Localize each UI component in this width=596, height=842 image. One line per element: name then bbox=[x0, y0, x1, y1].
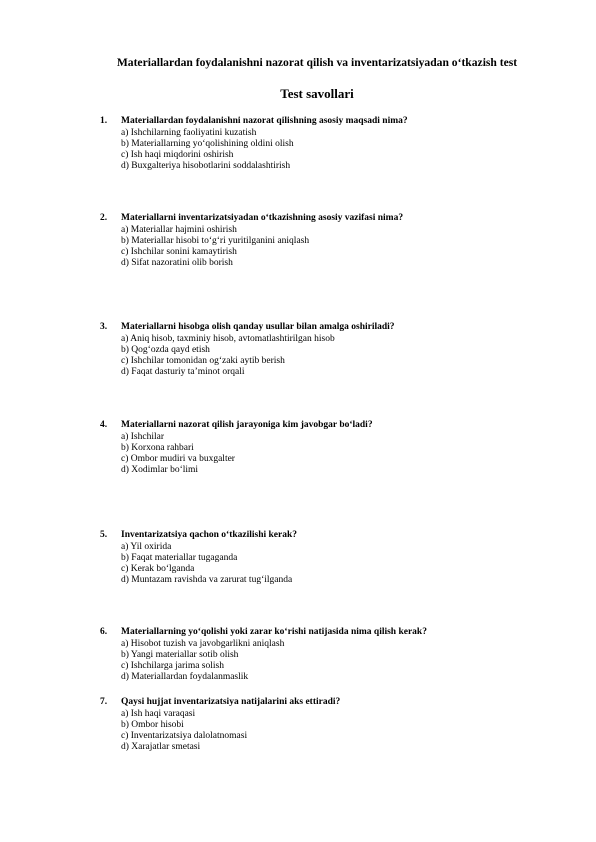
document-subtitle: Test savollari bbox=[280, 86, 354, 101]
question-4 bbox=[100, 420, 570, 477]
question-1 bbox=[100, 116, 570, 173]
answer-option: c) Kerak bo‘lganda bbox=[121, 564, 195, 575]
question-text: Materiallardan foydalanishni nazorat qilishning asosiy maqsadi nima? bbox=[121, 116, 408, 126]
answer-option: b) Faqat materiallar tugaganda bbox=[121, 552, 238, 563]
answer-option: b) Qog‘ozda qayd etish bbox=[121, 344, 210, 355]
question-2 bbox=[100, 213, 570, 270]
answer-option: b) Korxona rahbari bbox=[121, 442, 194, 453]
question-number: 5. bbox=[100, 530, 108, 540]
answer-option: c) Inventarizatsiya dalolatnomasi bbox=[121, 731, 248, 742]
answer-option: b) Materiallarning yo‘qolishining oldini olish bbox=[121, 138, 294, 149]
answer-option: d) Materiallardan foydalanmaslik bbox=[121, 672, 249, 683]
answer-option: b) Ombor hisobi bbox=[121, 719, 184, 730]
answer-option: d) Faqat dasturiy ta’minot orqali bbox=[121, 367, 245, 378]
answer-option: d) Buxgalteriya hisobotlarini soddalashtirish bbox=[121, 161, 291, 172]
answer-option: c) Ishchilar tomonidan og‘zaki aytib berish bbox=[121, 356, 285, 367]
answer-option: d) Sifat nazoratini olib borish bbox=[121, 258, 233, 269]
answer-option: a) Ishchilar bbox=[121, 431, 164, 442]
question-number: 2. bbox=[100, 213, 108, 223]
document-title: Materiallardan foydalanishni nazorat qilish va inventarizatsiyadan o‘tkazish test bbox=[116, 56, 518, 69]
question-text: Materiallarning yo‘qolishi yoki zarar ko‘rishi natijasida nima qilish kerak? bbox=[121, 627, 427, 637]
answer-option: a) Hisobot tuzish va javobgarlikni aniqlash bbox=[121, 638, 285, 649]
question-number: 7. bbox=[100, 697, 108, 707]
question-7 bbox=[100, 697, 570, 754]
answer-option: a) Ishchilarning faoliyatini kuzatish bbox=[121, 127, 257, 138]
question-text: Materiallarni nazorat qilish jarayoniga kim javobgar bo‘ladi? bbox=[121, 420, 373, 430]
answer-option: b) Yangi materiallar sotib olish bbox=[121, 649, 239, 660]
question-number: 1. bbox=[100, 116, 108, 126]
question-number: 4. bbox=[100, 420, 108, 430]
question-text: Materiallarni hisobga olish qanday usullar bilan amalga oshiriladi? bbox=[121, 322, 395, 332]
answer-option: a) Yil oxirida bbox=[121, 541, 172, 552]
answer-option: c) Ombor mudiri va buxgalter bbox=[121, 454, 235, 465]
question-6 bbox=[100, 627, 570, 684]
answer-option: d) Muntazam ravishda va zarurat tug‘ilganda bbox=[121, 575, 293, 586]
answer-option: c) Ishchilarga jarima solish bbox=[121, 661, 224, 672]
answer-option: c) Ishchilar sonini kamaytirish bbox=[121, 247, 237, 258]
answer-option: b) Materiallar hisobi to‘g‘ri yuritilganini aniqlash bbox=[121, 235, 310, 246]
answer-option: d) Xodimlar bo‘limi bbox=[121, 465, 199, 476]
answer-option: c) Ish haqi miqdorini oshirish bbox=[121, 150, 234, 161]
question-number: 3. bbox=[100, 322, 108, 332]
answer-option: a) Aniq hisob, taxminiy hisob, avtomatlashtirilgan hisob bbox=[121, 333, 335, 344]
question-text: Materiallarni inventarizatsiyadan o‘tkazishning asosiy vazifasi nima? bbox=[121, 213, 404, 223]
answer-option: a) Ish haqi varaqasi bbox=[121, 708, 196, 719]
question-number: 6. bbox=[100, 627, 108, 637]
question-3 bbox=[100, 322, 570, 379]
question-5 bbox=[100, 530, 570, 587]
answer-option: d) Xarajatlar smetasi bbox=[121, 742, 201, 753]
question-text: Inventarizatsiya qachon o‘tkazilishi kerak? bbox=[121, 530, 298, 540]
answer-option: a) Materiallar hajmini oshirish bbox=[121, 224, 237, 235]
question-text: Qaysi hujjat inventarizatsiya natijalarini aks ettiradi? bbox=[121, 697, 341, 707]
